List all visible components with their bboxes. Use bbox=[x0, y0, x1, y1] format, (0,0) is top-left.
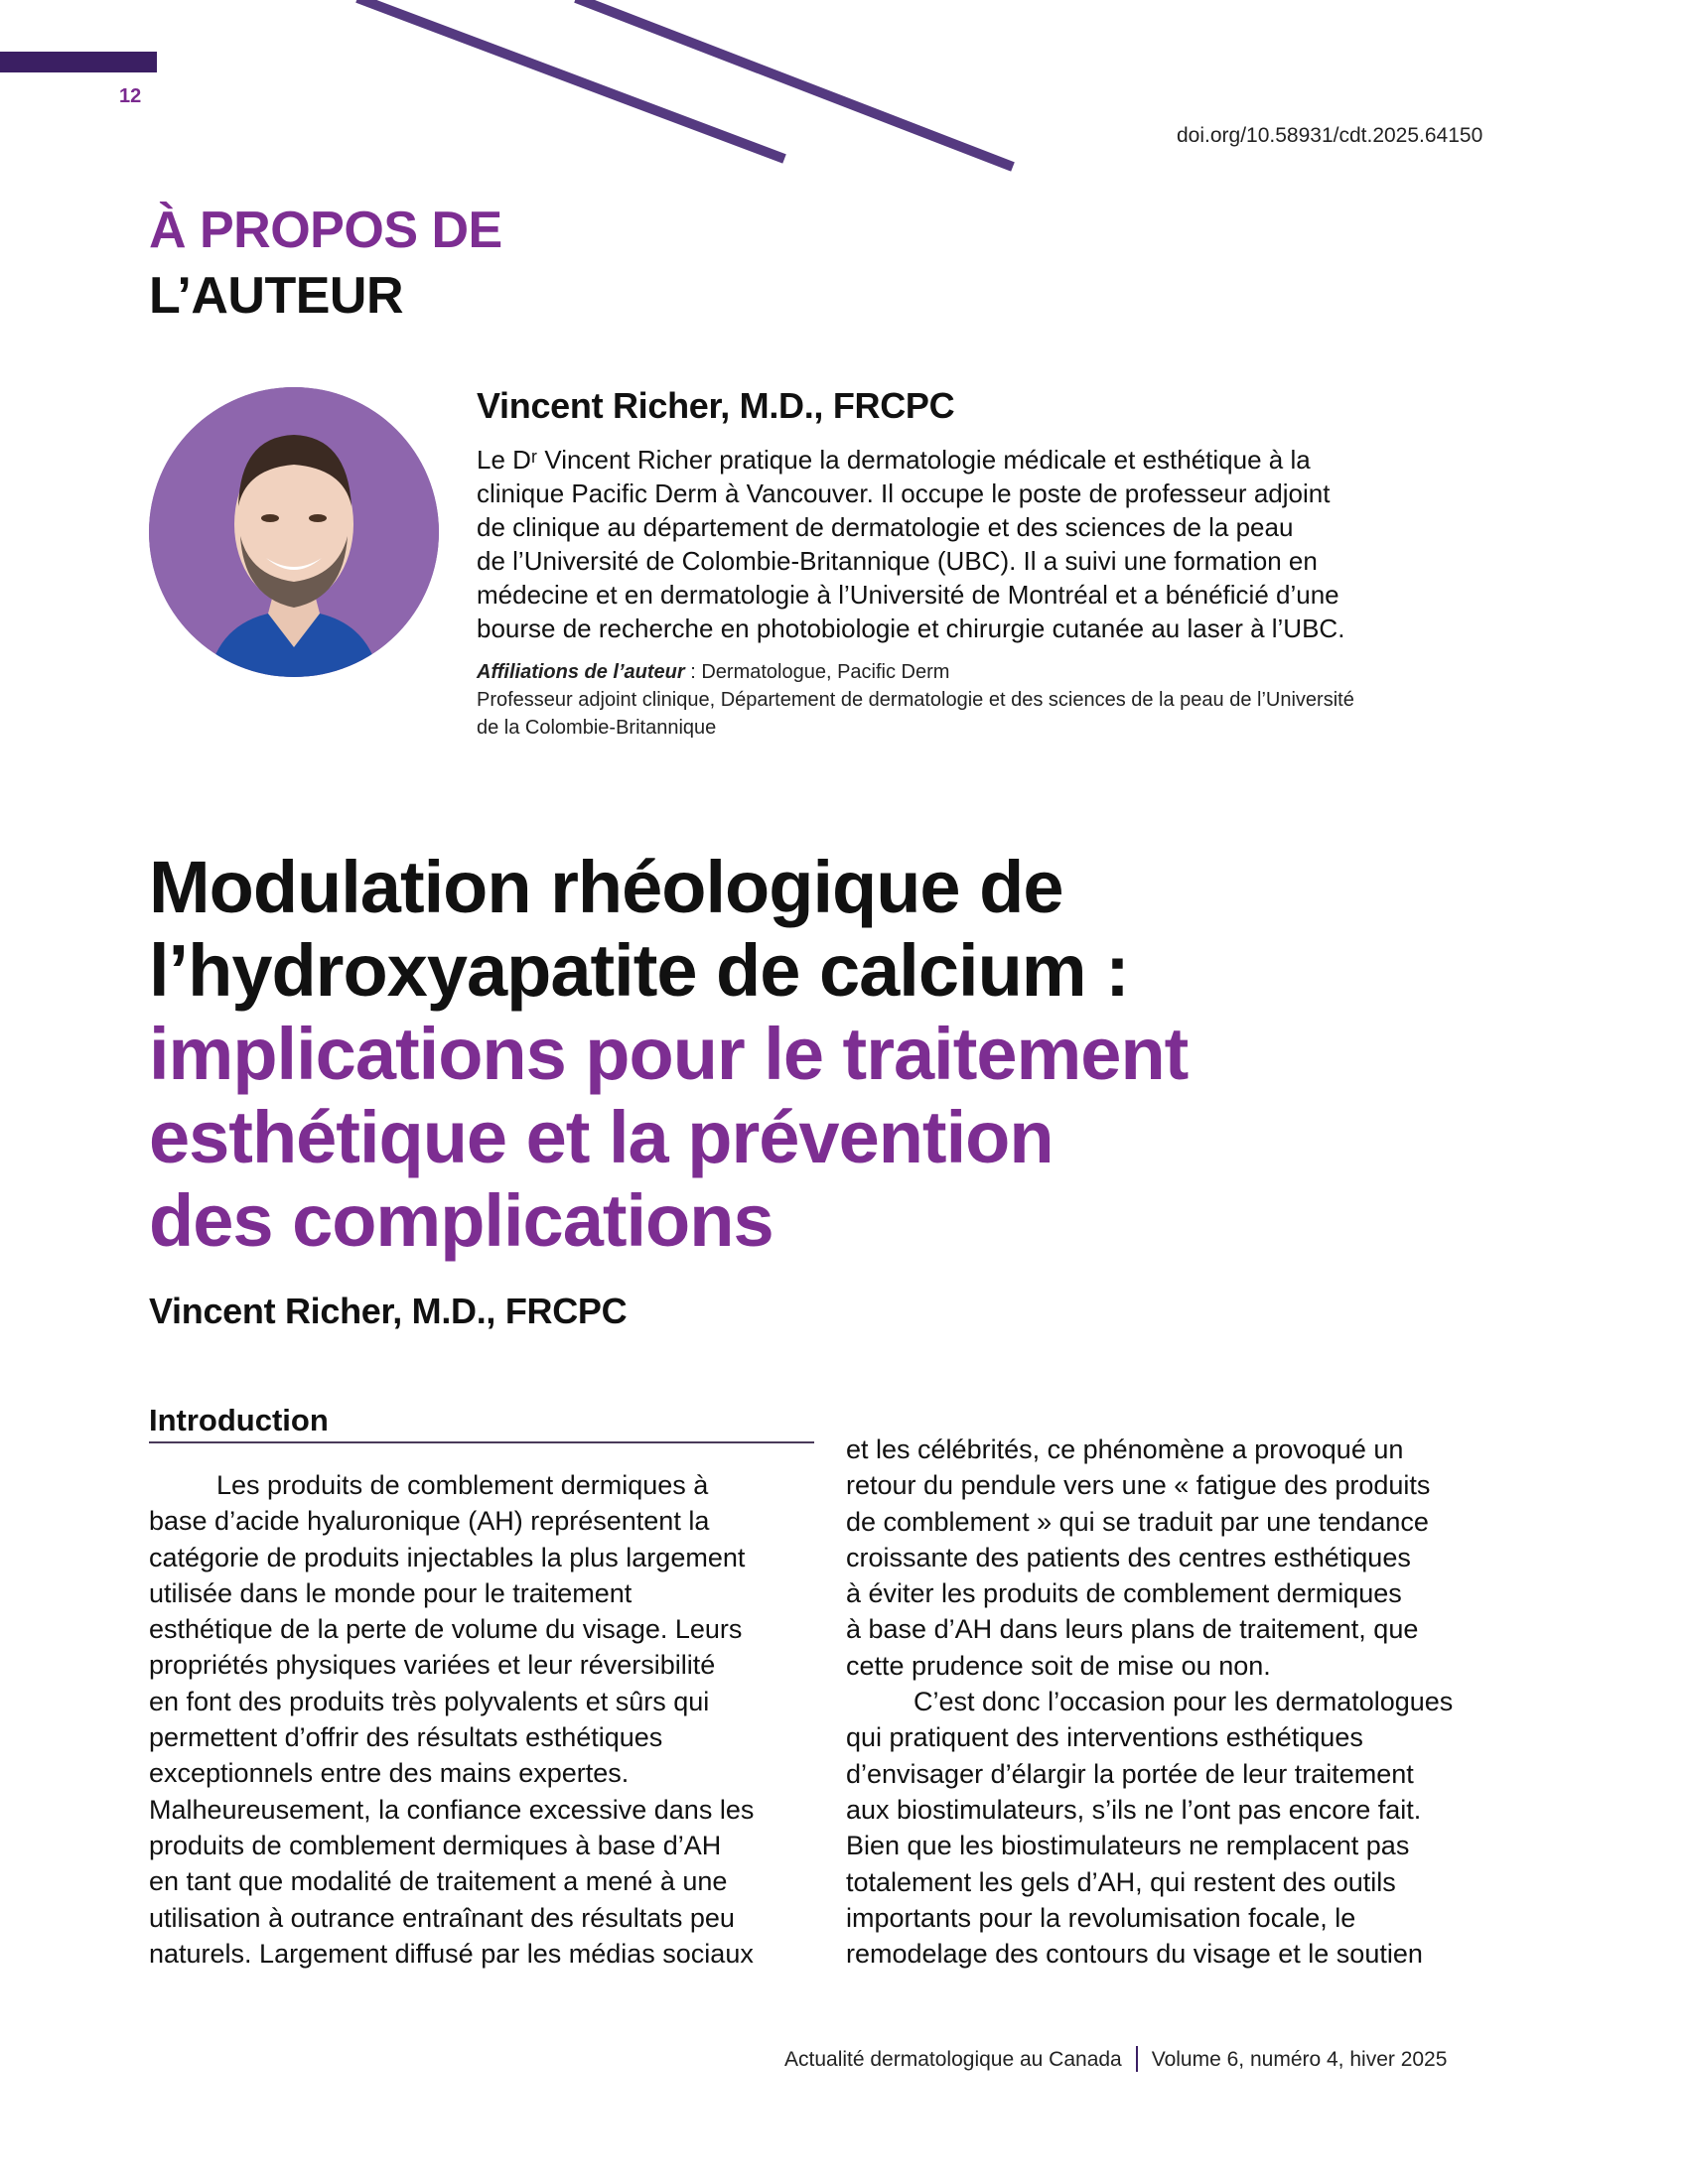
body-line: esthétique de la perte de volume du visage. Leurs bbox=[149, 1614, 743, 1645]
page-number: 12 bbox=[119, 85, 142, 107]
diagonal-line-right bbox=[576, 0, 1013, 167]
bio-line: Le Dʳ Vincent Richer pratique la dermatologie médicale et esthétique à la bbox=[477, 445, 1311, 475]
subtitle-line: des complications bbox=[149, 1179, 774, 1262]
journal-name: Actualité dermatologique au Canada bbox=[784, 2048, 1122, 2071]
body-line: en font des produits très polyvalents et sûrs qui bbox=[149, 1686, 710, 1716]
body-line: retour du pendule vers une « fatigue des produits bbox=[846, 1470, 1431, 1501]
bio-line: médecine et en dermatologie à l’Université de Montréal et a bénéficié d’une bbox=[477, 580, 1339, 610]
body-line: d’envisager d’élargir la portée de leur traitement bbox=[846, 1758, 1414, 1789]
affiliation-text: : Dermatologue, Pacific Derm bbox=[684, 661, 950, 683]
body-line: Les produits de comblement dermiques à bbox=[216, 1470, 709, 1500]
body-line: Bien que les biostimulateurs ne remplacent pas bbox=[846, 1831, 1410, 1861]
body-line: et les célébrités, ce phénomène a provoqué un bbox=[846, 1434, 1404, 1464]
body-line: naturels. Largement diffusé par les médias sociaux bbox=[149, 1938, 754, 1969]
body-line: propriétés physiques variées et leur réversibilité bbox=[149, 1650, 716, 1681]
diagonal-line-left bbox=[357, 0, 784, 159]
author-photo bbox=[149, 387, 439, 677]
about-author-title-second-line: L’AUTEUR bbox=[149, 267, 403, 325]
subtitle-line: implications pour le traitement bbox=[149, 1013, 1189, 1095]
section-heading-introduction: Introduction bbox=[149, 1403, 329, 1437]
body-line: remodelage des contours du visage et le soutien bbox=[846, 1939, 1423, 1970]
affiliation-text: de la Colombie-Britannique bbox=[477, 717, 717, 739]
body-line: de comblement » qui se traduit par une tendance bbox=[846, 1506, 1429, 1537]
bio-line: bourse de recherche en photobiologie et chirurgie cutanée au laser à l’UBC. bbox=[477, 614, 1345, 643]
title-line: Modulation rhéologique de bbox=[149, 846, 1063, 928]
decorative-diagonal-lines bbox=[0, 0, 1092, 199]
bio-line: clinique Pacific Derm à Vancouver. Il occupe le poste de professeur adjoint bbox=[477, 478, 1331, 508]
about-author-title: À PROPOS DE bbox=[149, 202, 502, 259]
body-line: catégorie de produits injectables la plus largement bbox=[149, 1542, 746, 1572]
doi-link[interactable]: doi.org/10.58931/cdt.2025.64150 bbox=[1177, 124, 1483, 147]
body-line: totalement les gels d’AH, qui restent des outils bbox=[846, 1866, 1396, 1897]
body-column-right bbox=[846, 1432, 1531, 1972]
article-title bbox=[149, 846, 1188, 1263]
title-line: l’hydroxyapatite de calcium : bbox=[149, 929, 1129, 1012]
affiliation-text: Professeur adjoint clinique, Département de dermatologie et des sciences de la peau de l’Université bbox=[477, 689, 1354, 711]
body-line: Malheureusement, la confiance excessive dans les bbox=[149, 1794, 755, 1825]
body-line: en tant que modalité de traitement a mené à une bbox=[149, 1866, 728, 1897]
body-line: qui pratiquent des interventions esthétiques bbox=[846, 1722, 1363, 1753]
body-line: importants pour la revolumisation focale, le bbox=[846, 1902, 1356, 1933]
section-divider bbox=[149, 1441, 814, 1443]
issue-info: Volume 6, numéro 4, hiver 2025 bbox=[1151, 2048, 1448, 2071]
affiliations-label: Affiliations de l’auteur bbox=[477, 661, 685, 683]
body-line: utilisée dans le monde pour le traitement bbox=[149, 1577, 633, 1608]
page-footer bbox=[784, 2046, 1447, 2072]
body-line: à base d’AH dans leurs plans de traitement, que bbox=[846, 1614, 1419, 1645]
body-line: croissante des patients des centres esthétiques bbox=[846, 1542, 1411, 1572]
body-line: base d’acide hyaluronique (AH) représentent la bbox=[149, 1506, 710, 1537]
body-line: C’est donc l’occasion pour les dermatologues bbox=[914, 1687, 1454, 1717]
subtitle-line: esthétique et la prévention bbox=[149, 1096, 1054, 1178]
author-affiliations bbox=[477, 658, 1529, 742]
author-portrait-icon bbox=[149, 387, 439, 677]
body-line: utilisation à outrance entraînant des résultats peu bbox=[149, 1902, 735, 1933]
bio-line: de l’Université de Colombie-Britannique (UBC). Il a suivi une formation en bbox=[477, 546, 1318, 576]
body-column-left bbox=[149, 1467, 824, 1972]
article-byline: Vincent Richer, M.D., FRCPC bbox=[149, 1291, 628, 1331]
body-line: produits de comblement dermiques à base d’AH bbox=[149, 1830, 722, 1860]
footer-separator bbox=[1136, 2046, 1138, 2072]
body-line: aux biostimulateurs, s’ils ne l’ont pas encore fait. bbox=[846, 1794, 1422, 1825]
body-line: exceptionnels entre des mains expertes. bbox=[149, 1758, 630, 1789]
body-line: cette prudence soit de mise ou non. bbox=[846, 1650, 1271, 1681]
body-line: permettent d’offrir des résultats esthétiques bbox=[149, 1722, 663, 1753]
body-line: à éviter les produits de comblement dermiques bbox=[846, 1578, 1402, 1609]
author-biography bbox=[477, 443, 1529, 645]
bio-line: de clinique au département de dermatologie et des sciences de la peau bbox=[477, 512, 1294, 542]
author-name: Vincent Richer, M.D., FRCPC bbox=[477, 385, 955, 426]
